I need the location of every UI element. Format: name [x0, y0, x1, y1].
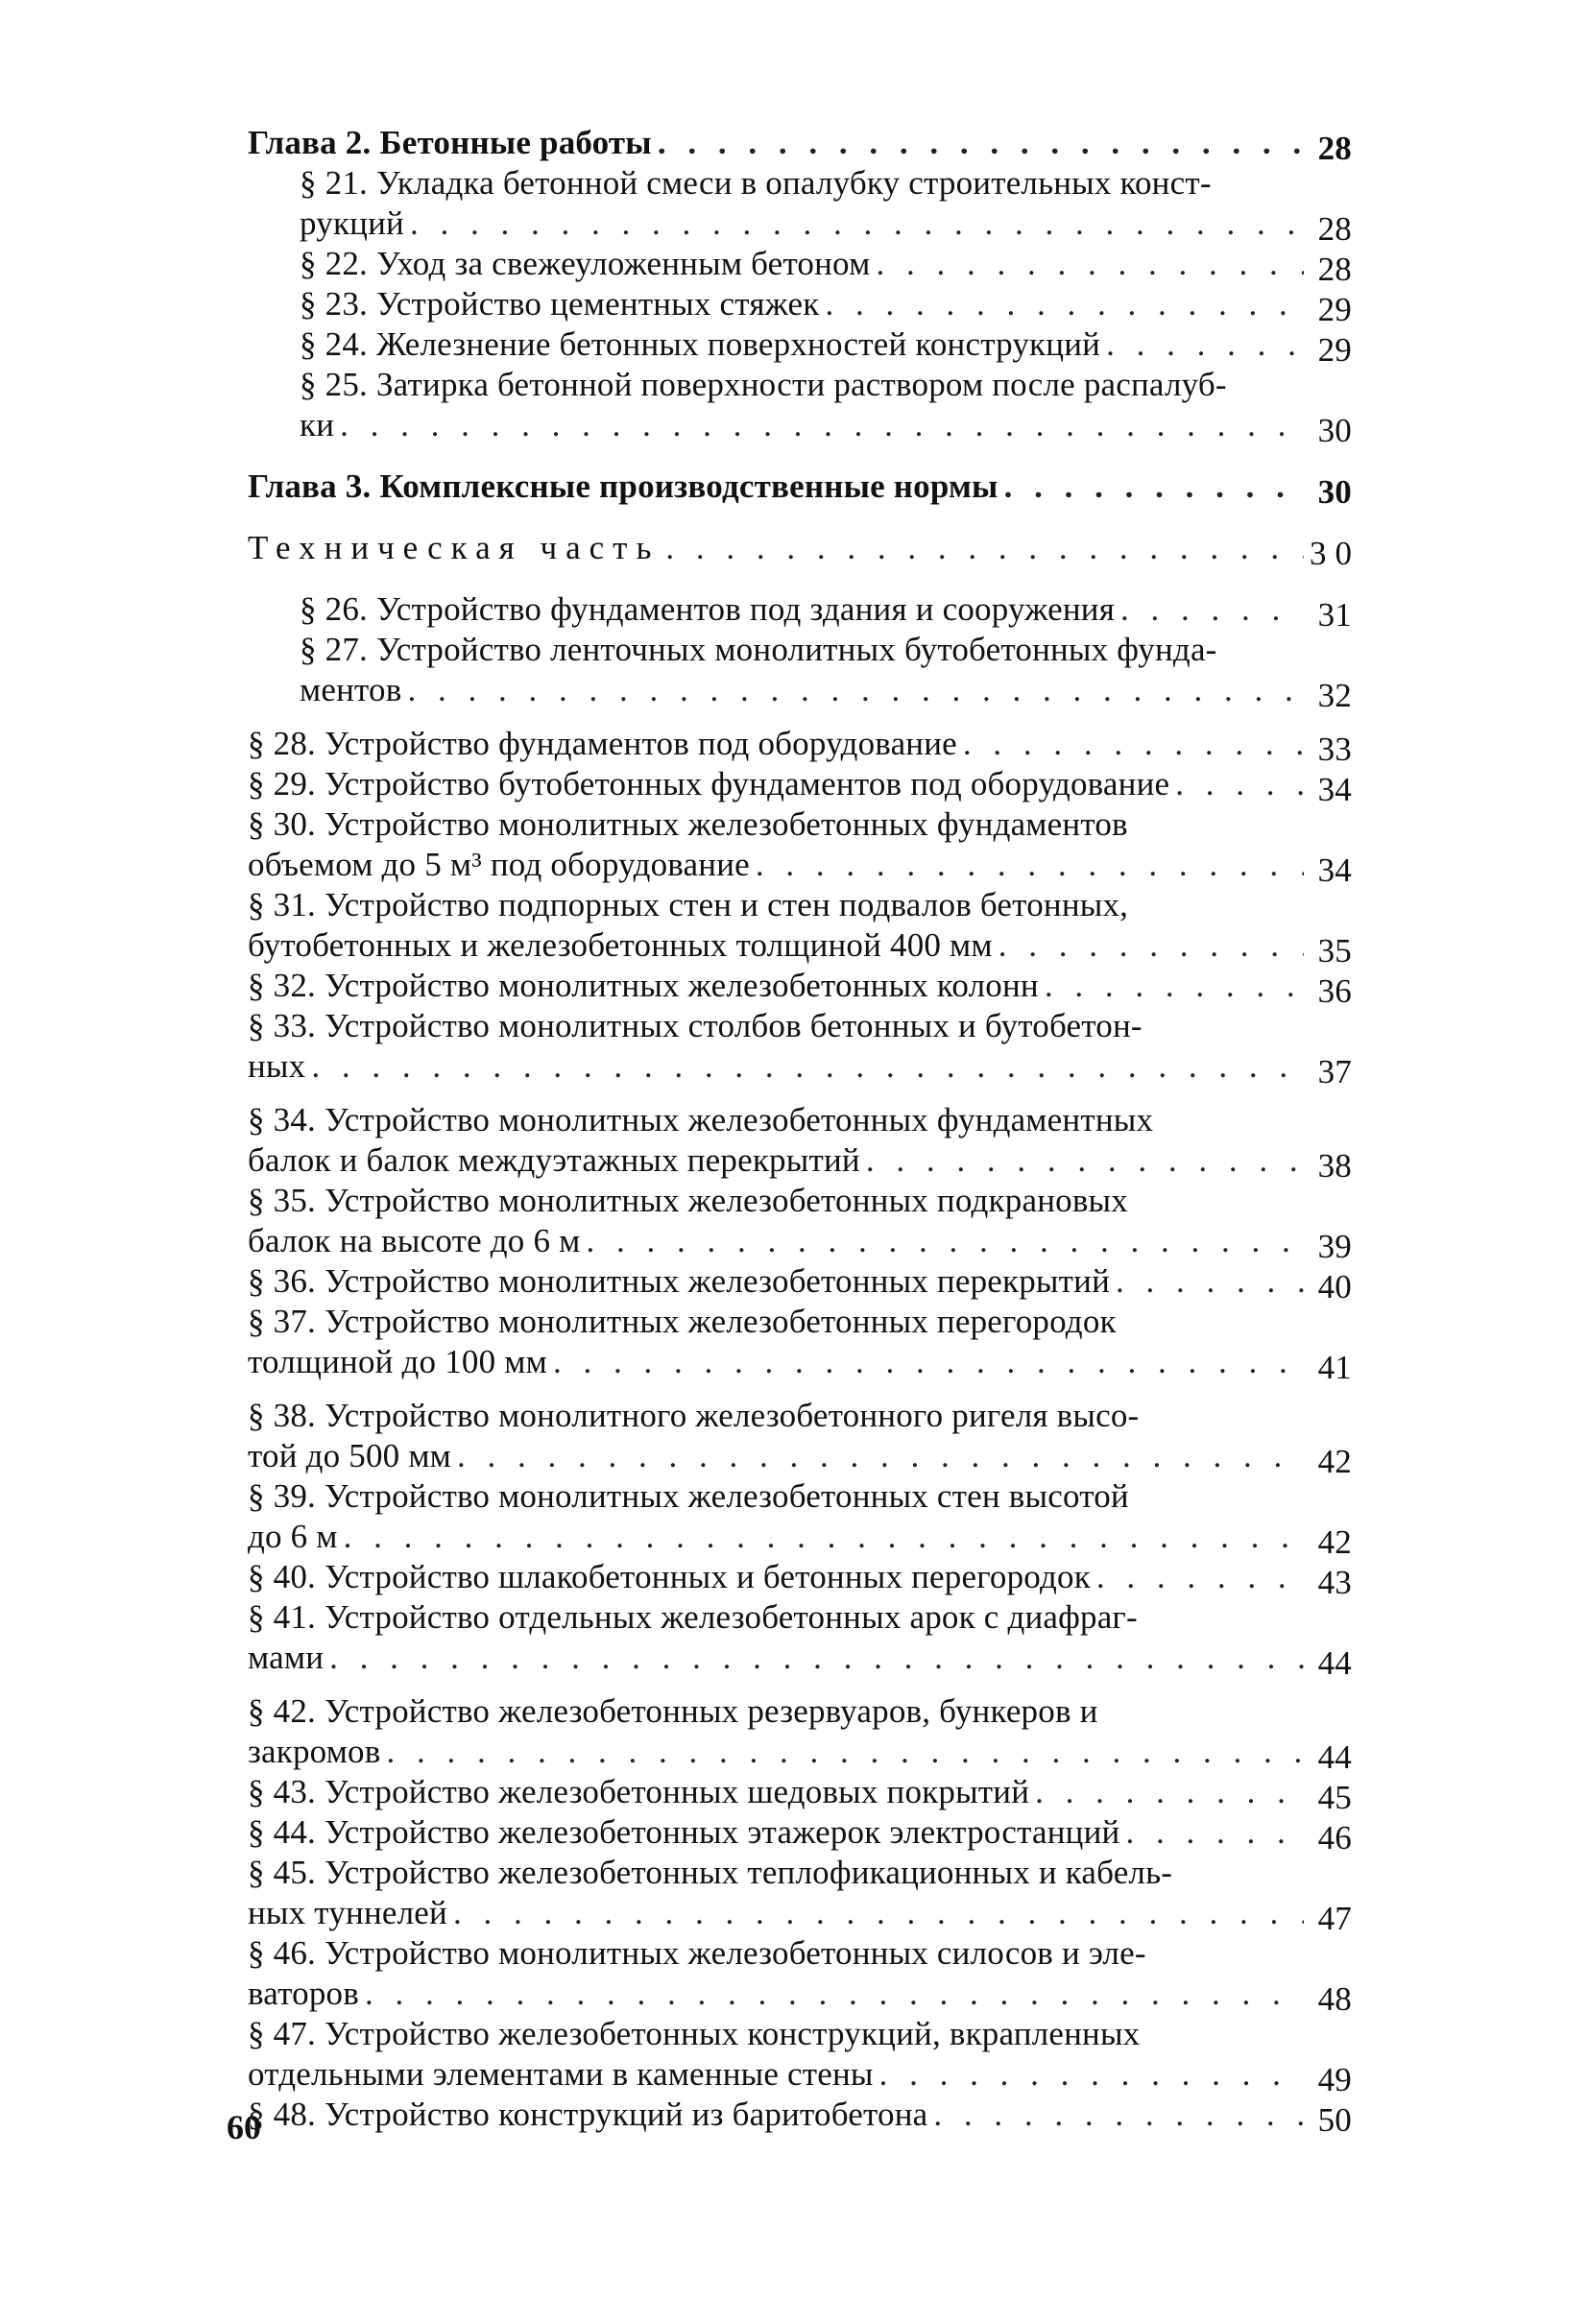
toc-entry-text: Глава 2. Бетонные работы: [248, 124, 652, 161]
dot-leader: [386, 1732, 1304, 1772]
table-of-contents: [248, 123, 1360, 2139]
toc-entry-text: § 28. Устройство фундаментов под оборудование: [248, 725, 957, 762]
dot-leader: [1120, 589, 1304, 630]
toc-entry-row: [300, 204, 1352, 248]
toc-entry: [248, 1476, 1352, 1561]
dot-leader: [1096, 1557, 1304, 1597]
toc-entry-row: [248, 1974, 1352, 2018]
toc-entry-row: [248, 1517, 1352, 1561]
dot-leader: [457, 1436, 1304, 1476]
toc-entry-text: § 29. Устройство бутобетонных фундаментов под оборудование: [248, 765, 1170, 803]
toc-page-number: 50: [1317, 2101, 1352, 2139]
toc-page-number: 44: [1317, 1644, 1352, 1682]
toc-entry-row: [248, 764, 1352, 808]
toc-entry-text: § 23. Устройство цементных стяжек: [300, 285, 820, 323]
dot-leader: [756, 845, 1304, 885]
toc-entry-text: балок на высоте до 6 м: [248, 1222, 581, 1259]
toc-entry-text: рукций: [300, 204, 404, 242]
toc-entry-row: [248, 123, 1352, 167]
toc-entry-row: [248, 528, 1360, 572]
toc-entry-row: [300, 670, 1352, 714]
toc-entry: [248, 244, 1352, 288]
toc-entry: [248, 1853, 1352, 1937]
toc-page-number: 32: [1317, 677, 1352, 714]
dot-leader: [329, 1638, 1304, 1678]
toc-entry: [248, 2014, 1352, 2098]
dot-leader: [879, 2054, 1304, 2095]
dot-leader: [825, 284, 1304, 324]
toc-page-number: 44: [1317, 1738, 1352, 1776]
toc-page-number: 45: [1317, 1779, 1352, 1816]
toc-page-number: 28: [1317, 251, 1352, 288]
toc-page-number: 43: [1317, 1564, 1352, 1601]
toc-entry: [248, 1006, 1352, 1090]
toc-entry: [248, 1181, 1352, 1265]
toc-page-number: 30: [1310, 535, 1360, 572]
toc-entry-row: [248, 2054, 1352, 2098]
toc-page-number: 31: [1317, 596, 1352, 634]
toc-page-number: 42: [1317, 1443, 1352, 1480]
toc-entry: [248, 966, 1352, 1010]
toc-entry-text: § 45. Устройство железобетонных теплофикационных и кабель-: [248, 1854, 1173, 1891]
toc-entry-text: до 6 м: [248, 1518, 338, 1555]
toc-page-number: 28: [1317, 210, 1352, 248]
toc-entry-text: ки: [300, 406, 335, 443]
toc-entry-row: [300, 244, 1352, 288]
dot-leader: [340, 405, 1304, 445]
toc-page-number: 48: [1317, 1980, 1352, 2018]
dot-leader: [1035, 1772, 1304, 1812]
toc-entry: [248, 324, 1352, 369]
toc-entry-row: [248, 1221, 1352, 1265]
toc-entry-text: бутобетонных и железобетонных толщиной 400 мм: [248, 926, 993, 964]
toc-entry-row: [300, 405, 1352, 449]
toc-entry: [248, 589, 1352, 634]
toc-entry-text: ных: [248, 1047, 306, 1085]
dot-leader: [963, 724, 1304, 764]
dot-leader: [407, 670, 1304, 710]
toc-entry-text: § 46. Устройство монолитных железобетонных силосов и эле-: [248, 1934, 1146, 1972]
toc-page-number: 49: [1317, 2061, 1352, 2098]
toc-page-number: 38: [1317, 1147, 1352, 1185]
toc-entry-text: той до 500 мм: [248, 1437, 452, 1474]
toc-entry: [248, 1772, 1352, 1816]
dot-leader: [1004, 467, 1304, 507]
toc-entry: [248, 1597, 1352, 1682]
toc-entry-row: [248, 1140, 1352, 1185]
dot-leader: [410, 204, 1304, 244]
toc-entry: [248, 1812, 1352, 1857]
toc-entry-text: ных туннелей: [248, 1894, 447, 1931]
toc-entry-text: § 21. Укладка бетонной смеси в опалубку строительных конст-: [300, 164, 1212, 202]
toc-entry-text: Глава 3. Комплексные производственные нормы: [248, 467, 999, 505]
toc-page-number: 39: [1317, 1228, 1352, 1265]
toc-entry-text: § 32. Устройство монолитных железобетонных колонн: [248, 967, 1039, 1004]
toc-entry-text: ваторов: [248, 1975, 359, 2012]
toc-page-number: 30: [1317, 473, 1352, 511]
toc-entry-text: Техническая часть: [248, 529, 661, 566]
toc-entry-text: § 22. Уход за свежеуложенным бетоном: [300, 245, 871, 282]
toc-entry-text: § 37. Устройство монолитных железобетонных перегородок: [248, 1303, 1117, 1340]
toc-entry: [248, 2095, 1352, 2139]
toc-entry-row: [248, 1046, 1352, 1090]
dot-leader: [1125, 1812, 1304, 1853]
toc-page-number: 41: [1317, 1349, 1352, 1386]
toc-entry-row: [248, 1893, 1352, 1937]
dot-leader: [586, 1221, 1304, 1261]
dot-leader: [453, 1893, 1304, 1933]
toc-page-number: 30: [1317, 412, 1352, 449]
toc-entry-row: [300, 324, 1352, 369]
dot-leader: [1116, 1261, 1304, 1302]
toc-entry-text: отдельными элементами в каменные стены: [248, 2055, 874, 2093]
toc-entry-text: § 40. Устройство шлакобетонных и бетонных перегородок: [248, 1558, 1091, 1595]
toc-entry: [248, 764, 1352, 808]
toc-entry-text: § 25. Затирка бетонной поверхности раствором после распалуб-: [300, 366, 1227, 403]
dot-leader: [1106, 324, 1304, 365]
toc-entry-row: [248, 1342, 1352, 1386]
toc-entry: [248, 467, 1352, 511]
toc-entry-text: § 42. Устройство железобетонных резервуаров, бункеров и: [248, 1692, 1098, 1730]
toc-page-number: 35: [1317, 932, 1352, 970]
toc-entry-text: объемом до 5 м³ под оборудование: [248, 846, 750, 883]
toc-entry-row: [248, 1557, 1352, 1601]
toc-entry: [248, 724, 1352, 768]
toc-entry-text: § 34. Устройство монолитных железобетонных фундаментных: [248, 1101, 1154, 1138]
toc-entry-row: [248, 724, 1352, 768]
toc-page-number: 34: [1317, 771, 1352, 808]
toc-entry-row: [248, 845, 1352, 889]
toc-page-number: 29: [1317, 331, 1352, 369]
toc-entry-text: § 44. Устройство железобетонных этажерок электростанций: [248, 1813, 1120, 1851]
toc-entry-row: [300, 589, 1352, 634]
toc-entry-text: § 24. Железнение бетонных поверхностей конструкций: [300, 325, 1101, 363]
toc-page-number: 36: [1317, 972, 1352, 1010]
toc-entry: [248, 528, 1360, 572]
dot-leader: [658, 123, 1304, 163]
toc-entry-row: [248, 2095, 1352, 2139]
toc-page-number: 34: [1317, 851, 1352, 889]
toc-entry-row: [248, 925, 1352, 970]
page-number: 60: [227, 2108, 261, 2146]
dot-leader: [866, 1140, 1304, 1181]
toc-entry-row: [248, 467, 1352, 511]
toc-entry-text: § 31. Устройство подпорных стен и стен подвалов бетонных,: [248, 886, 1129, 923]
toc-entry: [248, 1396, 1352, 1480]
toc-entry: [248, 1933, 1352, 2018]
toc-entry: [248, 885, 1352, 970]
toc-entry-text: § 47. Устройство железобетонных конструкций, вкрапленных: [248, 2015, 1141, 2052]
toc-entry-row: [248, 1732, 1352, 1776]
dot-leader: [553, 1342, 1304, 1382]
toc-entry-text: балок и балок междуэтажных перекрытий: [248, 1141, 860, 1179]
toc-entry-row: [248, 1772, 1352, 1816]
toc-entry-text: § 39. Устройство монолитных железобетонных стен высотой: [248, 1477, 1129, 1515]
toc-entry-text: закромов: [248, 1733, 381, 1770]
toc-entry: [248, 123, 1352, 167]
toc-entry-text: § 26. Устройство фундаментов под здания и сооружения: [300, 590, 1116, 628]
toc-entry-text: § 33. Устройство монолитных столбов бетонных и бутобетон-: [248, 1007, 1143, 1044]
dot-leader: [365, 1974, 1304, 2014]
dot-leader: [665, 528, 1304, 568]
toc-entry: [248, 1261, 1352, 1306]
toc-page-number: 47: [1317, 1900, 1352, 1937]
toc-page-number: 37: [1317, 1053, 1352, 1090]
toc-entry: [248, 284, 1352, 328]
toc-entry: [248, 1302, 1352, 1386]
toc-entry: [248, 804, 1352, 889]
toc-entry-text: § 36. Устройство монолитных железобетонных перекрытий: [248, 1262, 1111, 1300]
toc-entry-row: [248, 966, 1352, 1010]
dot-leader: [1175, 764, 1304, 804]
toc-entry-row: [248, 1638, 1352, 1682]
toc-entry-text: мами: [248, 1639, 325, 1676]
toc-page-number: 28: [1317, 130, 1352, 167]
toc-entry: [248, 365, 1352, 449]
dot-leader: [311, 1046, 1304, 1087]
toc-entry-text: ментов: [300, 671, 402, 708]
toc-entry-row: [248, 1812, 1352, 1857]
toc-entry-text: § 35. Устройство монолитных железобетонных подкрановых: [248, 1182, 1128, 1219]
toc-entry-text: § 38. Устройство монолитного железобетонного ригеля высо-: [248, 1397, 1140, 1434]
toc-entry: [248, 1100, 1352, 1185]
toc-entry: [248, 163, 1352, 248]
toc-entry-text: § 27. Устройство ленточных монолитных бутобетонных фунда-: [300, 631, 1217, 668]
toc-entry-row: [248, 1261, 1352, 1306]
toc-entry: [248, 1557, 1352, 1601]
dot-leader: [933, 2095, 1304, 2135]
toc-entry-text: толщиной до 100 мм: [248, 1343, 547, 1380]
toc-entry-text: § 48. Устройство конструкций из баритобетона: [248, 2096, 928, 2133]
toc-page-number: 46: [1317, 1819, 1352, 1857]
toc-entry-text: § 43. Устройство железобетонных шедовых покрытий: [248, 1773, 1030, 1810]
toc-page-number: 29: [1317, 291, 1352, 328]
dot-leader: [999, 925, 1304, 966]
dot-leader: [344, 1517, 1304, 1557]
toc-entry-row: [248, 1436, 1352, 1480]
toc-entry: [248, 1691, 1352, 1776]
toc-page-number: 33: [1317, 731, 1352, 768]
dot-leader: [876, 244, 1304, 284]
toc-entry: [248, 630, 1352, 714]
toc-entry-row: [300, 284, 1352, 328]
toc-page-number: 42: [1317, 1523, 1352, 1561]
dot-leader: [1045, 966, 1304, 1006]
toc-entry-text: § 41. Устройство отдельных железобетонных арок с диафраг-: [248, 1598, 1138, 1636]
toc-entry-text: § 30. Устройство монолитных железобетонных фундаментов: [248, 805, 1128, 843]
toc-page-number: 40: [1317, 1268, 1352, 1306]
